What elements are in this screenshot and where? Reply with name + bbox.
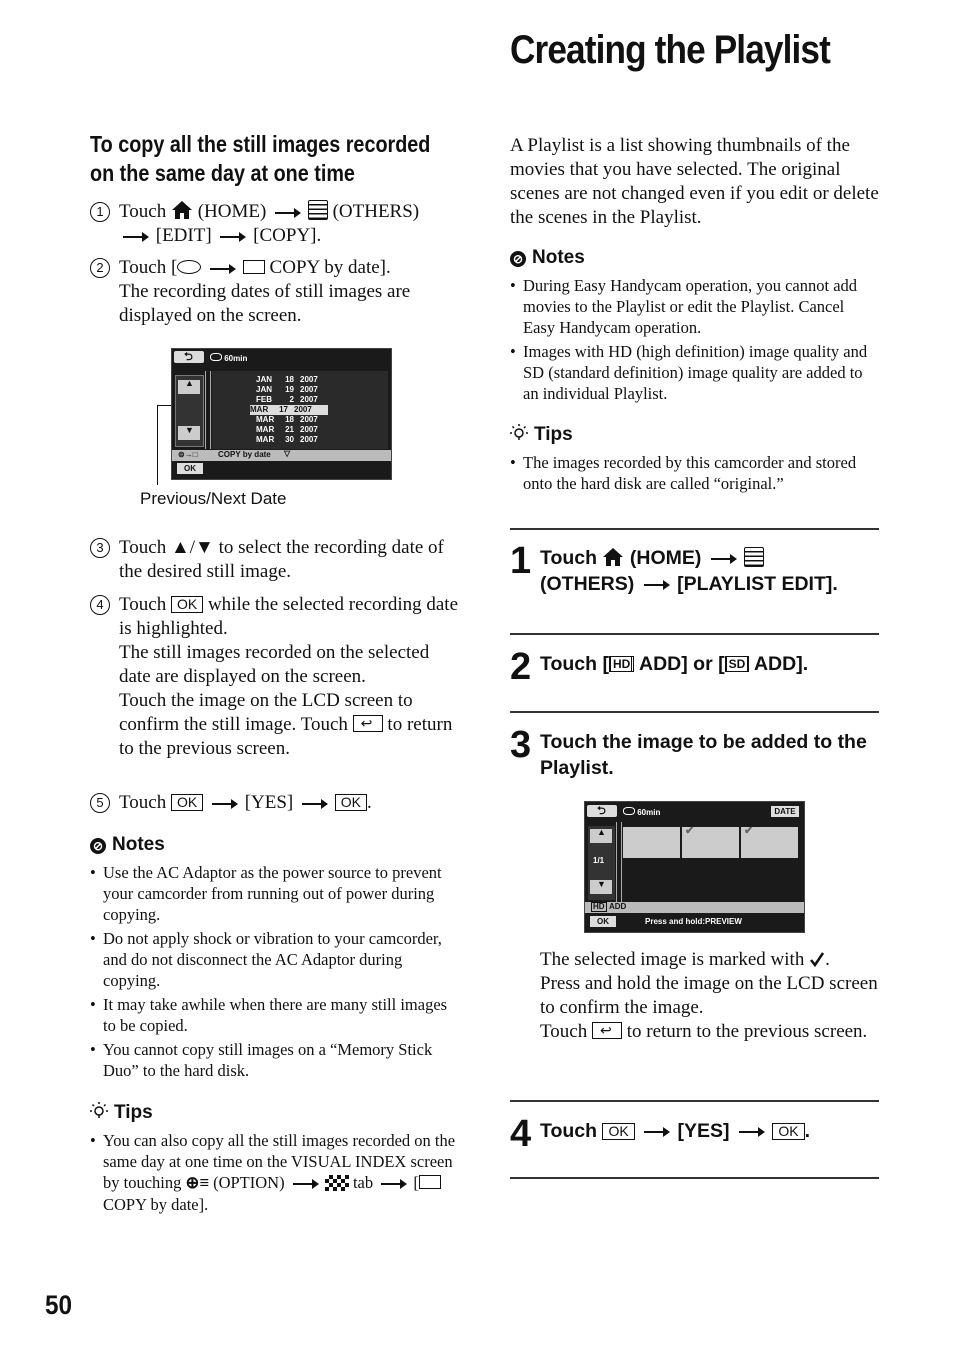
down-arrow-icon: ▼ xyxy=(597,879,606,889)
date-day: 2 xyxy=(289,395,294,404)
down-arrow-icon: ▼ xyxy=(185,425,194,435)
return-button[interactable] xyxy=(587,805,617,817)
note-item: • Use the AC Adaptor as the power source to prevent your camcorder from running out of power during copying. xyxy=(90,862,460,925)
arrow-icon xyxy=(293,1183,317,1185)
step-text: to return to the previous screen. xyxy=(626,1021,868,1042)
step-text: Touch xyxy=(540,1120,598,1142)
thumbnail[interactable] xyxy=(623,827,680,858)
date-day: 21 xyxy=(285,425,294,434)
step-number: 2 xyxy=(90,258,110,278)
step-text: Touch the image on the LCD screen to confirm the still image. Touch xyxy=(119,690,413,735)
divider xyxy=(205,371,211,449)
sd-icon xyxy=(725,656,750,672)
right-step-4 xyxy=(510,1113,879,1155)
step-3-description xyxy=(540,948,880,1044)
notes-icon: ⊘ xyxy=(510,251,526,267)
date-row[interactable] xyxy=(250,405,328,415)
date-year: 2007 xyxy=(300,385,318,394)
ok-icon: OK xyxy=(335,794,367,811)
notes-list xyxy=(90,862,460,1081)
tip-item xyxy=(90,1130,460,1215)
thumbnail-selected[interactable] xyxy=(682,827,739,858)
step-text: . xyxy=(825,949,830,970)
check-icon: ✔ xyxy=(744,825,754,837)
divider xyxy=(616,822,622,902)
page-number: 50 xyxy=(45,1290,73,1320)
arrow-icon xyxy=(644,584,668,586)
ok-icon: OK xyxy=(171,596,203,613)
note-item: • It may take awhile when there are many still images to be copied. xyxy=(90,994,460,1036)
hdd-icon xyxy=(177,260,201,274)
step-number: 3 xyxy=(90,538,110,558)
return-icon: ⮌ xyxy=(597,805,606,817)
step-text: [PLAYLIST EDIT]. xyxy=(677,573,838,595)
check-icon xyxy=(809,951,825,967)
date-row[interactable] xyxy=(256,385,326,395)
step-text: [YES] xyxy=(244,792,294,813)
left-tips xyxy=(90,1102,460,1218)
arrow-icon xyxy=(210,268,234,270)
notes-heading-text: Notes xyxy=(112,834,165,855)
date-day: 17 xyxy=(279,405,288,414)
callout-line xyxy=(157,405,171,406)
divider xyxy=(510,528,879,530)
ok-icon: OK xyxy=(772,1123,804,1140)
step-text: The selected image is marked with xyxy=(540,949,805,970)
notes-icon: ⊘ xyxy=(90,838,106,854)
date-month: MAR xyxy=(250,405,269,414)
date-year: 2007 xyxy=(294,405,312,414)
scroll-panel xyxy=(175,375,204,447)
date-row[interactable] xyxy=(256,375,326,385)
date-row[interactable] xyxy=(256,425,326,435)
up-arrow-icon: ▲ xyxy=(185,378,194,388)
step-number: 4 xyxy=(510,1113,532,1155)
lightbulb-icon xyxy=(90,1102,108,1120)
date-month: FEB xyxy=(256,395,272,404)
date-year: 2007 xyxy=(300,395,318,404)
hdd-icon xyxy=(623,807,635,815)
step-text: [YES] xyxy=(677,1120,730,1142)
step-text: (HOME) xyxy=(197,201,267,222)
hd-icon: HD xyxy=(593,902,605,911)
page-title: Creating the Playlist xyxy=(510,28,830,72)
step-text: Press and hold the image on the LCD screen to confirm the image. xyxy=(540,973,878,1018)
step-number: 4 xyxy=(90,595,110,615)
date-month: JAN xyxy=(256,385,273,394)
step-text: . xyxy=(367,792,372,813)
next-date-button[interactable] xyxy=(178,426,200,440)
notes-list xyxy=(510,275,880,404)
divider xyxy=(510,711,879,713)
step-number: 5 xyxy=(90,793,110,813)
scroll-up-button[interactable] xyxy=(590,829,612,843)
arrow-icon xyxy=(644,1131,668,1133)
memory-card-icon xyxy=(243,260,265,274)
arrow-icon xyxy=(275,212,299,214)
step-text: Touch xyxy=(119,201,167,222)
arrow-icon xyxy=(711,558,735,560)
lcd-screen-copy-by-date xyxy=(171,348,392,480)
right-notes xyxy=(510,247,880,407)
step-text: The still images recorded on the selected date are displayed on the screen. xyxy=(119,642,430,687)
note-item: • During Easy Handycam operation, you cannot add movies to the Playlist or edit the Playlist. Cancel Easy Handycam operation. xyxy=(510,275,880,338)
step-number: 3 xyxy=(510,724,532,766)
mode-label: ADD xyxy=(609,902,627,911)
notes-heading xyxy=(510,247,880,269)
tip-item: • The images recorded by this camcorder and stored onto the hard disk are called “original.” xyxy=(510,452,880,494)
section-heading: To copy all the still images recorded on the same day at one time xyxy=(90,131,431,186)
date-month: MAR xyxy=(256,425,275,434)
date-day: 30 xyxy=(285,435,294,444)
step-number: 2 xyxy=(510,646,532,688)
arrow-icon xyxy=(302,803,326,805)
hd-text: HD xyxy=(612,657,631,671)
notes-heading xyxy=(90,834,460,856)
arrow-icon xyxy=(739,1131,763,1133)
others-icon xyxy=(744,547,764,567)
arrow-icon xyxy=(381,1183,405,1185)
step-text: [EDIT] xyxy=(155,225,212,246)
callout-label: Previous/Next Date xyxy=(140,489,287,508)
capacity-text: 60min xyxy=(224,354,248,363)
step-text: Touch the image to be added to the Playlist. xyxy=(540,731,867,779)
tip-text: You can also copy all the still images recorded on the same day at one time on the VISUAL INDEX screen by touching xyxy=(103,1131,456,1192)
option-icon: ⊕≡ xyxy=(185,1174,209,1192)
lightbulb-icon xyxy=(510,424,528,442)
capacity-text: 60min xyxy=(637,808,661,817)
mode-label: COPY by date xyxy=(218,450,271,459)
right-step-2 xyxy=(510,646,879,688)
arrow-icon xyxy=(123,236,147,238)
date-month: JAN xyxy=(256,375,273,384)
step-text: Touch xyxy=(119,594,167,615)
step-text: Touch [ xyxy=(540,653,609,675)
lcd-screen-playlist-add xyxy=(584,801,805,933)
tip-text: (OPTION) xyxy=(213,1173,285,1192)
date-list xyxy=(212,371,388,449)
date-month: MAR xyxy=(256,435,275,444)
return-button[interactable] xyxy=(174,351,204,363)
step-text: (OTHERS) xyxy=(540,573,635,595)
arrow-icon xyxy=(212,803,236,805)
step-text: ADD]. xyxy=(753,653,809,675)
date-day: 18 xyxy=(285,415,294,424)
step-number: 1 xyxy=(90,202,110,222)
intro-paragraph: A Playlist is a list showing thumbnails of the movies that you have selected. The original scenes are not changed even if you edit or delete the scenes in the Playlist. xyxy=(510,135,879,228)
capacity-indicator xyxy=(210,353,247,363)
note-item: • You cannot copy still images on a “Memory Stick Duo” to the hard disk. xyxy=(90,1039,460,1081)
divider xyxy=(510,1100,879,1102)
step-text: [COPY]. xyxy=(253,225,322,246)
mode-bar xyxy=(172,450,391,461)
date-year: 2007 xyxy=(300,425,318,434)
preview-hint: Press and hold:PREVIEW xyxy=(645,917,742,926)
previous-date-button[interactable] xyxy=(178,380,200,394)
date-row[interactable] xyxy=(256,415,326,425)
memory-card-icon xyxy=(419,1175,441,1189)
step-text: while the selected recording date is highlighted. xyxy=(119,594,459,639)
ok-icon: OK xyxy=(602,1123,634,1140)
return-icon xyxy=(592,1022,622,1039)
home-icon xyxy=(602,547,624,567)
date-year: 2007 xyxy=(300,375,318,384)
step-text: . xyxy=(804,1120,811,1142)
thumbnail-selected[interactable] xyxy=(741,827,798,858)
arrow-icon xyxy=(220,236,244,238)
step-text: Touch xyxy=(540,1021,588,1042)
step-text: Touch xyxy=(540,547,598,569)
note-item: • Images with HD (high definition) image quality and SD (standard definition) image quality are added to an individual Playlist. xyxy=(510,341,880,404)
step-text: Touch ▲/▼ to select the recording date of the desired still image. xyxy=(119,537,444,582)
sd-text: SD xyxy=(728,657,746,671)
step-text: (HOME) xyxy=(629,547,702,569)
date-row[interactable] xyxy=(256,435,326,445)
mode-bar xyxy=(585,902,804,913)
tips-list xyxy=(510,452,880,494)
divider xyxy=(510,633,879,635)
notes-heading-text: Notes xyxy=(532,247,585,268)
tip-text: [ xyxy=(413,1173,419,1192)
date-day: 19 xyxy=(285,385,294,394)
tips-heading xyxy=(90,1102,460,1124)
tip-text: COPY by date]. xyxy=(103,1195,209,1214)
ok-button[interactable]: OK xyxy=(177,463,203,474)
right-step-3 xyxy=(510,724,879,781)
right-tips xyxy=(510,424,880,497)
step-text: ADD] or [ xyxy=(639,653,725,675)
left-step-2 xyxy=(90,256,458,328)
return-icon xyxy=(353,715,383,732)
visual-index-icon xyxy=(325,1175,349,1191)
step-text: to return to the previous screen. xyxy=(119,714,453,759)
date-year: 2007 xyxy=(300,435,318,444)
date-month: MAR xyxy=(256,415,275,424)
date-year: 2007 xyxy=(300,415,318,424)
note-item: • Do not apply shock or vibration to your camcorder, and do not disconnect the AC Adaptor during copying. xyxy=(90,928,460,991)
ok-icon: OK xyxy=(171,794,203,811)
tips-heading xyxy=(510,424,880,446)
hd-icon xyxy=(609,656,634,672)
divider xyxy=(510,1177,879,1179)
tips-heading-text: Tips xyxy=(534,424,573,445)
date-row[interactable] xyxy=(256,395,326,405)
hdd-icon xyxy=(210,353,222,361)
step-text: COPY by date]. xyxy=(269,257,391,278)
callout-line xyxy=(157,405,158,485)
tip-text: tab xyxy=(352,1173,374,1192)
date-day: 18 xyxy=(285,375,294,384)
left-step-3 xyxy=(90,536,458,584)
step-text: Touch [ xyxy=(119,257,178,278)
left-step-5 xyxy=(90,791,458,815)
date-button[interactable]: DATE xyxy=(771,806,799,817)
scroll-down-button[interactable] xyxy=(590,880,612,894)
step-text: The recording dates of still images are displayed on the screen. xyxy=(119,281,411,326)
triangle-marker-icon: ▽ xyxy=(284,449,291,458)
left-notes xyxy=(90,834,460,1084)
right-step-1 xyxy=(510,540,879,597)
tips-list xyxy=(90,1130,460,1215)
left-step-1 xyxy=(90,200,458,248)
page-indicator: 1/1 xyxy=(593,856,605,865)
home-icon xyxy=(171,200,193,220)
step-text: (OTHERS) xyxy=(332,201,420,222)
step-text: Touch xyxy=(119,792,167,813)
ok-button[interactable]: OK xyxy=(590,916,616,927)
tips-heading-text: Tips xyxy=(114,1102,153,1123)
return-icon: ⮌ xyxy=(184,351,193,363)
others-icon xyxy=(308,200,328,220)
hdd-to-card-icon: ⊜→□ xyxy=(178,450,198,459)
capacity-indicator xyxy=(623,807,660,817)
step-number: 1 xyxy=(510,540,532,582)
left-step-4 xyxy=(90,593,462,761)
scroll-panel xyxy=(588,826,615,900)
check-icon: ✔ xyxy=(685,825,695,837)
up-arrow-icon: ▲ xyxy=(597,827,606,837)
